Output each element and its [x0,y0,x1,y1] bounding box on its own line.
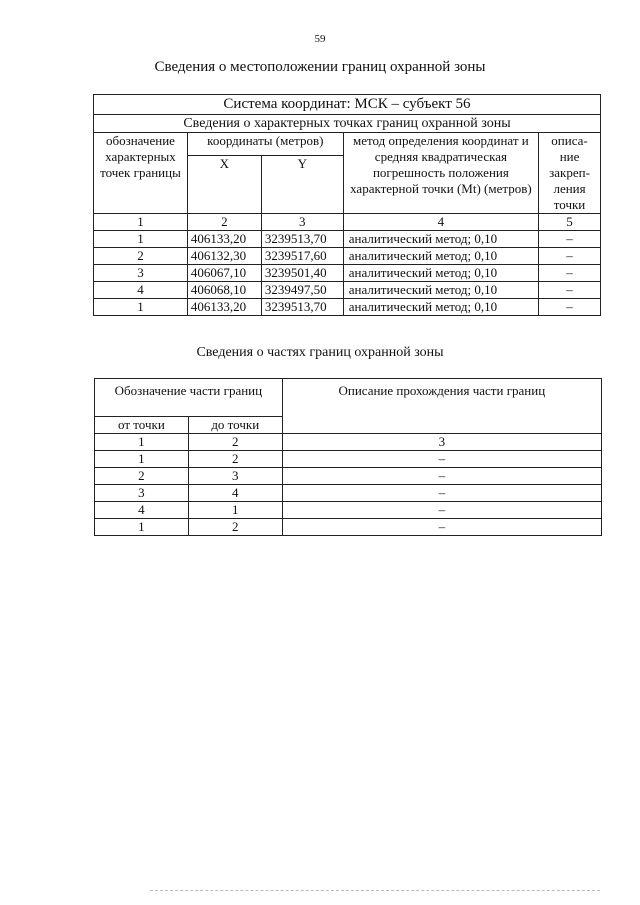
coord-x: 406067,10 [187,265,261,282]
description: – [539,248,601,265]
description: – [539,265,601,282]
coord-y: 3239513,70 [261,299,343,316]
table-row [94,265,601,282]
to-point: 3 [188,468,282,485]
from-point: 4 [95,502,189,519]
method: аналитический метод; 0,10 [343,299,538,316]
table-row [95,468,602,485]
description: – [539,231,601,248]
method: аналитический метод; 0,10 [343,231,538,248]
col-number-1: 1 [94,214,188,231]
description: – [539,299,601,316]
from-point: 2 [95,468,189,485]
coord-y: 3239517,60 [261,248,343,265]
header-method: метод определения координат и средняя квадратическая погрешность положения характерной точки (Mt) (метров) [343,133,538,214]
part-description: – [282,485,601,502]
point-id: 3 [94,265,188,282]
from-point: 3 [95,485,189,502]
part-description: – [282,468,601,485]
to-point: 2 [188,519,282,536]
table-row [94,282,601,299]
method: аналитический метод; 0,10 [343,265,538,282]
header-to-point: до точки [188,417,282,434]
to-point: 2 [188,451,282,468]
header-from-point: от точки [95,417,189,434]
part-description: – [282,502,601,519]
header-y: Y [261,156,343,214]
point-id: 1 [94,299,188,316]
header-description: описа-ние закреп-ления точки [539,133,601,214]
description: – [539,282,601,299]
point-id: 2 [94,248,188,265]
header-x: X [187,156,261,214]
point-id: 4 [94,282,188,299]
coord-y: 3239501,40 [261,265,343,282]
table-row [94,248,601,265]
table-row [94,299,601,316]
to-point: 1 [188,502,282,519]
points-label: Сведения о характерных точках границ охранной зоны [94,115,601,133]
table-row [95,451,602,468]
col-number-3: 3 [282,434,601,451]
to-point: 4 [188,485,282,502]
header-part-designation: Обозначение части границ [95,379,283,417]
boundary-parts-table [94,378,602,536]
header-part-description: Описание прохождения части границ [282,379,601,434]
method: аналитический метод; 0,10 [343,282,538,299]
coord-x: 406133,20 [187,231,261,248]
section1-title: Сведения о местоположении границ охранной зоны [154,59,486,75]
table-row [95,502,602,519]
from-point: 1 [95,451,189,468]
col-number-5: 5 [539,214,601,231]
footer-scan-line [150,890,600,892]
part-description: – [282,451,601,468]
from-point: 1 [95,519,189,536]
header-designation: обозначение характерных точек границы [94,133,188,214]
section2-title: Сведения о частях границ охранной зоны [196,345,444,360]
coord-y: 3239497,50 [261,282,343,299]
point-id: 1 [94,231,188,248]
part-description: – [282,519,601,536]
col-number-2: 2 [187,214,261,231]
col-number-2: 2 [188,434,282,451]
table-row [95,519,602,536]
col-number-1: 1 [95,434,189,451]
coord-x: 406068,10 [187,282,261,299]
col-number-4: 4 [343,214,538,231]
method: аналитический метод; 0,10 [343,248,538,265]
col-number-3: 3 [261,214,343,231]
table-row [94,231,601,248]
coordinate-system-label: Система координат: МСК – субъект 56 [94,95,601,115]
coord-x: 406132,30 [187,248,261,265]
header-coordinates: координаты (метров) [187,133,343,156]
table-row [95,485,602,502]
page-number: 59 [314,33,326,45]
coord-x: 406133,20 [187,299,261,316]
coord-y: 3239513,70 [261,231,343,248]
boundary-points-table [93,94,601,316]
